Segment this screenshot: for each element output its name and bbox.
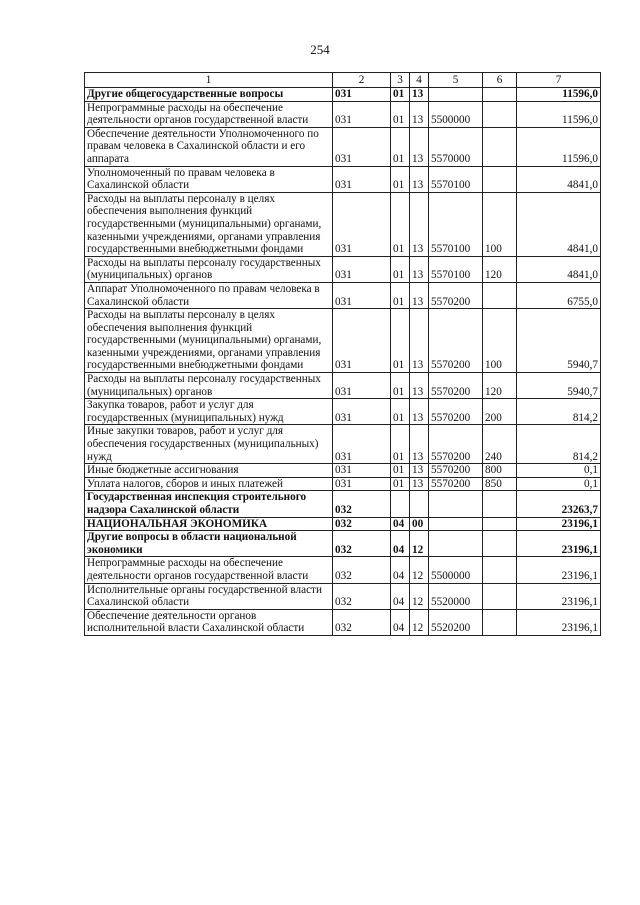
- row-sum-cell: 11596,0: [517, 88, 601, 102]
- row-sum-cell: 4841,0: [517, 192, 601, 256]
- row-subsection-cell: 13: [410, 256, 429, 282]
- row-subsection-cell: 13: [410, 373, 429, 399]
- row-code-cell: 031: [333, 464, 391, 478]
- column-header: 7: [517, 73, 601, 88]
- row-kind-cell: [483, 609, 517, 635]
- row-kind-cell: 100: [483, 309, 517, 373]
- row-code-cell: 032: [333, 531, 391, 557]
- row-name-cell: Исполнительные органы государственной власти Сахалинской области: [85, 583, 333, 609]
- row-article-cell: 5570000: [429, 127, 483, 166]
- row-code-cell: 031: [333, 101, 391, 127]
- row-name-cell: Другие общегосударственные вопросы: [85, 88, 333, 102]
- row-article-cell: 5500000: [429, 101, 483, 127]
- table-header-row: [85, 73, 601, 88]
- row-kind-cell: 850: [483, 477, 517, 491]
- row-kind-cell: [483, 101, 517, 127]
- row-code-cell: 032: [333, 517, 391, 531]
- table-row: [85, 373, 601, 399]
- row-article-cell: 5570100: [429, 256, 483, 282]
- table-row: [85, 399, 601, 425]
- row-section-cell: 01: [391, 166, 410, 192]
- row-subsection-cell: 13: [410, 399, 429, 425]
- table-row: [85, 88, 601, 102]
- row-name-cell: Закупка товаров, работ и услуг для государственных (муниципальных) нужд: [85, 399, 333, 425]
- row-section-cell: 01: [391, 373, 410, 399]
- row-subsection-cell: 12: [410, 609, 429, 635]
- row-article-cell: [429, 88, 483, 102]
- row-subsection-cell: 13: [410, 425, 429, 464]
- row-subsection-cell: 13: [410, 127, 429, 166]
- row-sum-cell: 814,2: [517, 425, 601, 464]
- row-section-cell: 01: [391, 399, 410, 425]
- column-header: 6: [483, 73, 517, 88]
- row-kind-cell: [483, 557, 517, 583]
- row-subsection-cell: 13: [410, 282, 429, 308]
- row-subsection-cell: 12: [410, 583, 429, 609]
- row-sum-cell: 814,2: [517, 399, 601, 425]
- table-row: [85, 583, 601, 609]
- row-section-cell: [391, 491, 410, 517]
- row-subsection-cell: 12: [410, 557, 429, 583]
- row-sum-cell: 23196,1: [517, 531, 601, 557]
- row-sum-cell: 0,1: [517, 477, 601, 491]
- row-name-cell: Расходы на выплаты персоналу в целях обеспечения выполнения функций государственными (муниципальными) органами, казенными учреждениями, органами управления государственными внебюджетными фондами: [85, 309, 333, 373]
- row-code-cell: 031: [333, 88, 391, 102]
- row-article-cell: 5500000: [429, 557, 483, 583]
- row-kind-cell: [483, 491, 517, 517]
- row-subsection-cell: 13: [410, 192, 429, 256]
- row-sum-cell: 23196,1: [517, 583, 601, 609]
- row-section-cell: 01: [391, 425, 410, 464]
- row-subsection-cell: 13: [410, 101, 429, 127]
- row-subsection-cell: [410, 491, 429, 517]
- row-article-cell: 5570200: [429, 309, 483, 373]
- row-subsection-cell: 13: [410, 464, 429, 478]
- row-section-cell: 01: [391, 256, 410, 282]
- column-header: 5: [429, 73, 483, 88]
- row-article-cell: 5520000: [429, 583, 483, 609]
- table-row: [85, 425, 601, 464]
- row-article-cell: [429, 517, 483, 531]
- row-code-cell: 032: [333, 557, 391, 583]
- row-subsection-cell: 13: [410, 88, 429, 102]
- row-name-cell: НАЦИОНАЛЬНАЯ ЭКОНОМИКА: [85, 517, 333, 531]
- row-kind-cell: [483, 166, 517, 192]
- row-article-cell: [429, 531, 483, 557]
- row-kind-cell: [483, 88, 517, 102]
- row-kind-cell: [483, 127, 517, 166]
- row-name-cell: Расходы на выплаты персоналу в целях обеспечения выполнения функций государственными (муниципальными) органами, казенными учреждениями, органами управления государственными внебюджетными фондами: [85, 192, 333, 256]
- row-code-cell: 031: [333, 309, 391, 373]
- row-section-cell: 01: [391, 477, 410, 491]
- table-row: [85, 517, 601, 531]
- row-article-cell: 5570200: [429, 282, 483, 308]
- row-code-cell: 031: [333, 399, 391, 425]
- row-sum-cell: 23263,7: [517, 491, 601, 517]
- row-name-cell: Расходы на выплаты персоналу государственных (муниципальных) органов: [85, 373, 333, 399]
- row-sum-cell: 11596,0: [517, 127, 601, 166]
- row-article-cell: 5520200: [429, 609, 483, 635]
- row-sum-cell: 23196,1: [517, 609, 601, 635]
- row-section-cell: 01: [391, 282, 410, 308]
- column-header: 3: [391, 73, 410, 88]
- table-row: [85, 192, 601, 256]
- table-row: [85, 256, 601, 282]
- row-article-cell: 5570200: [429, 425, 483, 464]
- table-row: [85, 557, 601, 583]
- row-subsection-cell: 13: [410, 477, 429, 491]
- table-row: [85, 166, 601, 192]
- row-kind-cell: 200: [483, 399, 517, 425]
- row-sum-cell: 5940,7: [517, 373, 601, 399]
- row-section-cell: 01: [391, 127, 410, 166]
- row-name-cell: Уполномоченный по правам человека в Сахалинской области: [85, 166, 333, 192]
- row-name-cell: Иные бюджетные ассигнования: [85, 464, 333, 478]
- row-kind-cell: [483, 583, 517, 609]
- table-row: [85, 101, 601, 127]
- row-section-cell: 04: [391, 609, 410, 635]
- row-article-cell: 5570100: [429, 192, 483, 256]
- table-row: [85, 464, 601, 478]
- row-code-cell: 032: [333, 491, 391, 517]
- table-row: [85, 282, 601, 308]
- row-name-cell: Иные закупки товаров, работ и услуг для обеспечения государственных (муниципальных) нужд: [85, 425, 333, 464]
- column-header: 1: [85, 73, 333, 88]
- row-code-cell: 031: [333, 425, 391, 464]
- row-name-cell: Обеспечение деятельности органов исполнительной власти Сахалинской области: [85, 609, 333, 635]
- row-kind-cell: 100: [483, 192, 517, 256]
- row-name-cell: Обеспечение деятельности Уполномоченного по правам человека в Сахалинской области и его аппарата: [85, 127, 333, 166]
- table-row: [85, 531, 601, 557]
- table-row: [85, 309, 601, 373]
- row-section-cell: 04: [391, 557, 410, 583]
- row-kind-cell: [483, 517, 517, 531]
- row-kind-cell: [483, 282, 517, 308]
- row-name-cell: Другие вопросы в области национальной экономики: [85, 531, 333, 557]
- column-header: 4: [410, 73, 429, 88]
- row-code-cell: 031: [333, 477, 391, 491]
- row-subsection-cell: 13: [410, 309, 429, 373]
- row-name-cell: Уплата налогов, сборов и иных платежей: [85, 477, 333, 491]
- row-sum-cell: 11596,0: [517, 101, 601, 127]
- row-subsection-cell: 12: [410, 531, 429, 557]
- row-section-cell: 01: [391, 464, 410, 478]
- row-name-cell: Расходы на выплаты персоналу государственных (муниципальных) органов: [85, 256, 333, 282]
- row-name-cell: Аппарат Уполномоченного по правам человека в Сахалинской области: [85, 282, 333, 308]
- row-sum-cell: 23196,1: [517, 517, 601, 531]
- table-row: [85, 127, 601, 166]
- row-article-cell: 5570100: [429, 166, 483, 192]
- row-sum-cell: 4841,0: [517, 256, 601, 282]
- row-code-cell: 031: [333, 282, 391, 308]
- row-sum-cell: 4841,0: [517, 166, 601, 192]
- row-subsection-cell: 00: [410, 517, 429, 531]
- row-sum-cell: 23196,1: [517, 557, 601, 583]
- row-section-cell: 04: [391, 517, 410, 531]
- row-subsection-cell: 13: [410, 166, 429, 192]
- row-section-cell: 04: [391, 531, 410, 557]
- row-article-cell: [429, 491, 483, 517]
- row-code-cell: 031: [333, 192, 391, 256]
- row-name-cell: Непрограммные расходы на обеспечение деятельности органов государственной власти: [85, 101, 333, 127]
- row-kind-cell: 240: [483, 425, 517, 464]
- row-article-cell: 5570200: [429, 477, 483, 491]
- row-kind-cell: 800: [483, 464, 517, 478]
- row-section-cell: 01: [391, 101, 410, 127]
- row-name-cell: Непрограммные расходы на обеспечение деятельности органов государственной власти: [85, 557, 333, 583]
- table-body: [85, 88, 601, 636]
- row-name-cell: Государственная инспекция строительного надзора Сахалинской области: [85, 491, 333, 517]
- row-code-cell: 032: [333, 583, 391, 609]
- row-article-cell: 5570200: [429, 464, 483, 478]
- row-code-cell: 031: [333, 373, 391, 399]
- row-section-cell: 04: [391, 583, 410, 609]
- table-row: [85, 477, 601, 491]
- row-code-cell: 031: [333, 256, 391, 282]
- table-row: [85, 491, 601, 517]
- page-number: 254: [310, 42, 330, 57]
- table-row: [85, 609, 601, 635]
- row-article-cell: 5570200: [429, 373, 483, 399]
- row-kind-cell: [483, 531, 517, 557]
- row-sum-cell: 5940,7: [517, 309, 601, 373]
- row-kind-cell: 120: [483, 256, 517, 282]
- row-sum-cell: 0,1: [517, 464, 601, 478]
- budget-table: [84, 72, 601, 636]
- column-header: 2: [333, 73, 391, 88]
- row-kind-cell: 120: [483, 373, 517, 399]
- row-code-cell: 031: [333, 127, 391, 166]
- row-sum-cell: 6755,0: [517, 282, 601, 308]
- row-section-cell: 01: [391, 88, 410, 102]
- row-code-cell: 031: [333, 166, 391, 192]
- row-article-cell: 5570200: [429, 399, 483, 425]
- row-section-cell: 01: [391, 309, 410, 373]
- row-code-cell: 032: [333, 609, 391, 635]
- row-section-cell: 01: [391, 192, 410, 256]
